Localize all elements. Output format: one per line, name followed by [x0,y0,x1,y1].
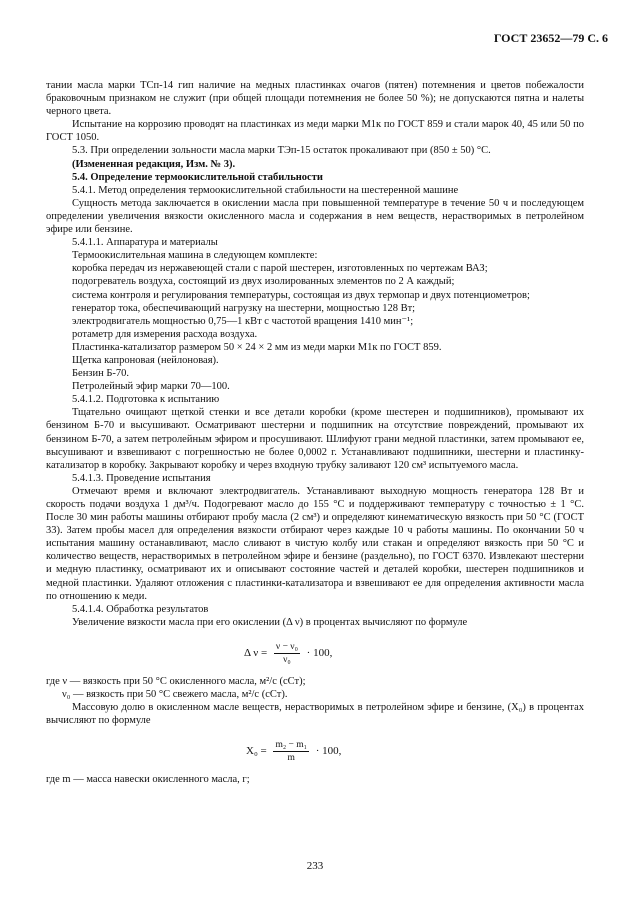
list-item: коробка передач из нержавеющей стали с парой шестерен, изготовленных по чертежам ВАЗ; [72,263,488,275]
formula-tail: · 100, [306,646,333,659]
paragraph: Пластинка-катализатор размером 50 × 24 × 2 мм из меди марки М1к по ГОСТ 859. [72,341,442,353]
list-item: подогреватель воздуха, состоящий из двух изолированных элементов по 2 А каждый; [72,276,455,288]
formula-insoluble-fraction [46,727,584,773]
paragraph: где ν — вязкость при 50 °С окисленного масла, м²/с (сСт); [46,675,306,687]
paragraph: Щетка капроновая (нейлоновая). [72,354,219,366]
section-heading: 5.4. Определение термоокислительной стабильности [72,171,323,183]
paragraph: Термоокислительная машина в следующем комплекте: [72,250,318,262]
amendment-note: (Измененная редакция, Изм. № 3). [72,158,236,170]
formula-tail: · 100, [315,745,342,758]
paragraph: тании масла марки ТСп-14 гип наличие на медных пластинках очагов (пятен) потемнения и цветов побежалости браковочным признаком не служит (при общей площади потемнения не более 50 %); не допускаются пятна и налеты черного цвета. [46,80,584,118]
page-number: 233 [306,860,324,872]
paragraph: Тщательно очищают щеткой стенки и все детали коробки (кроме шестерен и подшипников), промывают их бензином Б-70 и высушивают. Осматривают шестерни и подшипник на отсутствие повреждений, промывают их бензином Б-70, а затем петролейным эфиром и просушивают. Шлифуют грани медной пластинки, затем промывают ее, высушивают и взвешивают с погрешностью не более 0,0002 г. Устанавливают подшипники, шестерни и пластинку-катализатор в коробку. Закрывают коробку и через входную трубку заливают 120 см³ испытуемого масла. [46,407,584,471]
list-item: ротаметр для измерения расхода воздуха. [72,328,258,340]
document-body [46,79,584,786]
paragraph: где m — масса навески окисленного масла, г; [46,774,250,786]
formula-fraction [274,641,300,666]
formula-lhs: Δ ν = [244,646,268,659]
formula-denominator: m [287,753,295,764]
formula-lhs: X₀ = [246,745,267,758]
subsection-heading: 5.4.1.2. Подготовка к испытанию [72,394,220,406]
paragraph: 5.3. При определении зольности масла марки ТЭп-15 остаток прокаливают при (850 ± 50) °С. [72,145,491,157]
paragraph: Бензин Б-70. [72,368,129,380]
list-item: система контроля и регулирования температуры, состоящая из двух термопар и двух потенциометров; [72,289,530,301]
paragraph: Сущность метода заключается в окислении масла при повышенной температуре в течение 50 ч и последующем определении увеличения вязкости окисленного масла и содержания в нем веществ, нерастворимых в петролейном эфире или бензине. [46,197,584,236]
paragraph: Отмечают время и включают электродвигатель. Устанавливают выходную мощность генератора 128 Вт и скорость подачи воздуха 1 дм³/ч. Подогревают масло до 155 °С и поддерживают температуру с точностью ± 1 °С. После 30 мин работы машины отбирают пробу масла (2 см³) и определяют кинематическую вязкость при 50 °С (ГОСТ 33). Затем пробы масел для определения вязкости отбирают через каждые 10 ч работы машины. По окончании 50 ч испытания машину останавливают, масло сливают в чистую колбу или стакан и определяют вязкость при 50 °С и количество веществ, нерастворимых в петролейном эфире и бензине (раздельно), по ГОСТ 6370. Извлекают шестерни и медную пластинку, осматривают их и описывают состояние частей и деталей коробки, шестерен подшипников и медной пластинки. Удаляют отложения с пластинки-катализатора и взвешивают ее для определения активности масла по отношению к меди. [46,485,584,602]
formula-denominator: ν₀ [283,654,291,665]
paragraph: Увеличение вязкости масла при его окислении (Δ ν) в процентах вычисляют по формуле [72,616,468,628]
subsection-heading: 5.4.1. Метод определения термоокислительной стабильности на шестеренной машине [72,184,459,196]
paragraph: Испытание на коррозию проводят на пластинках из меди марки М1к по ГОСТ 859 и стали марок 40, 45 или 50 по ГОСТ 1050. [46,119,584,144]
list-item: генератор тока, обеспечивающий нагрузку на шестерни, мощностью 128 Вт; [72,302,416,314]
subsection-heading: 5.4.1.3. Проведение испытания [72,472,211,484]
list-item: электродвигатель мощностью 0,75—1 кВт с частотой вращения 1410 мин⁻¹; [72,315,414,327]
subsection-heading: 5.4.1.1. Аппаратура и материалы [72,237,218,249]
paragraph: ν₀ — вязкость при 50 °С свежего масла, м²/с (сСт). [62,689,288,701]
formula-numerator: m₂ − m₁ [275,740,307,751]
formula-numerator: ν − ν₀ [275,641,298,652]
formula-viscosity-increase [46,629,584,675]
formula-fraction [273,739,309,764]
page-header: ГОСТ 23652—79 С. 6 [493,31,608,45]
paragraph: Петролейный эфир марки 70—100. [72,381,230,393]
paragraph: Массовую долю в окисленном масле веществ, нерастворимых в петролейном эфире и бензине, (X₀) в процентах вычисляют по формуле [46,702,584,727]
subsection-heading: 5.4.1.4. Обработка результатов [72,603,209,615]
